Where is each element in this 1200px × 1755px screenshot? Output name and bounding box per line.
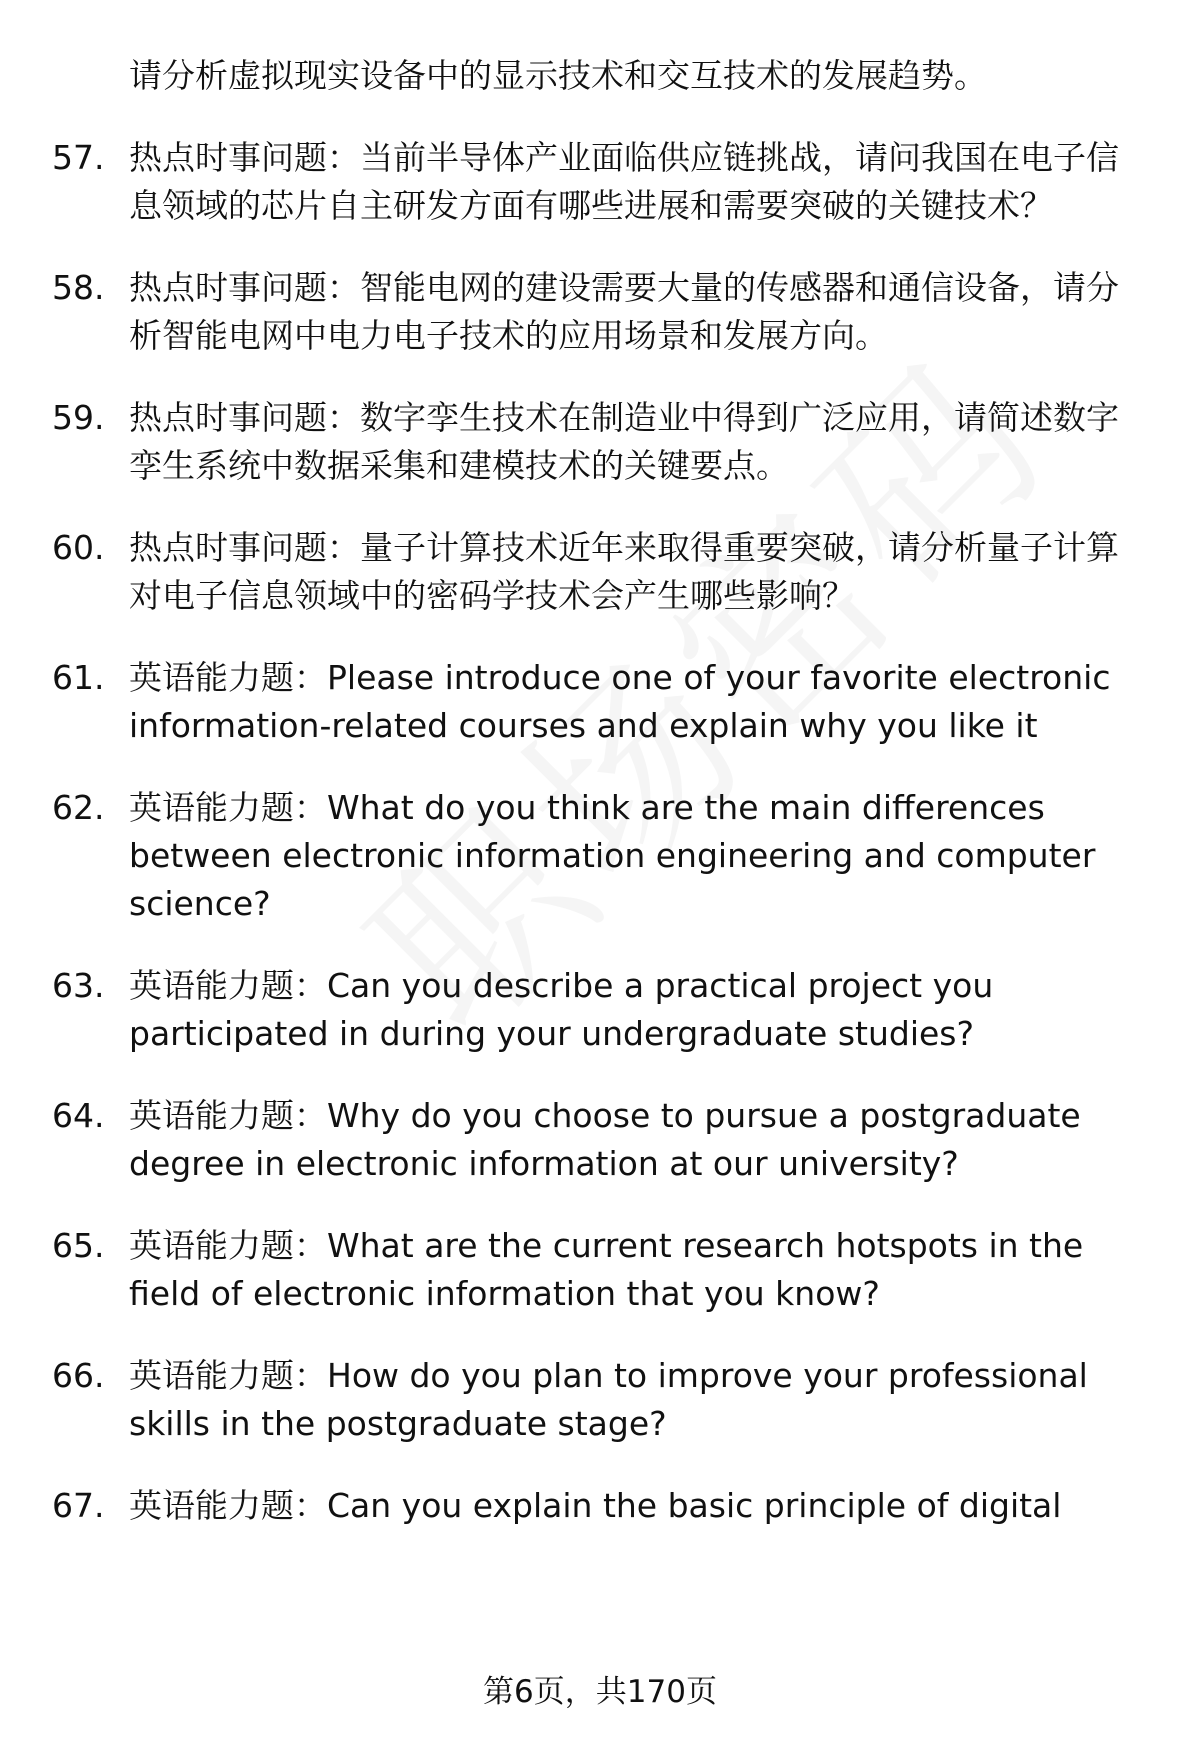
question-item-59 [0,394,1149,490]
question-text: 英语能力题：How do you plan to improve your professional skills in the postgraduate stage? [129,1356,1088,1443]
question-text: 英语能力题：Please introduce one of your favorite electronic information-related courses and explain why you like it [129,658,1111,745]
question-continuation [0,52,1149,100]
page-footer: 第6页，共170页 [483,1674,717,1710]
question-item-67 [0,1482,1149,1530]
question-text: 英语能力题：Why do you choose to pursue a postgraduate degree in electronic information at our university? [129,1096,1081,1183]
question-number: 63. [52,966,105,1005]
question-text: 英语能力题：Can you explain the basic principle of digital [129,1486,1062,1525]
question-number: 59. [52,398,105,437]
question-item-65 [0,1222,1149,1318]
question-item-60 [0,524,1149,620]
question-continuation-text: 请分析虚拟现实设备中的显示技术和交互技术的发展趋势。 [129,56,987,95]
question-item-66 [0,1352,1149,1448]
question-number: 57. [52,138,105,177]
question-text: 热点时事问题：量子计算技术近年来取得重要突破，请分析量子计算对电子信息领域中的密码学技术会产生哪些影响？ [129,528,1119,615]
question-list [0,52,1200,1564]
question-text: 热点时事问题：智能电网的建设需要大量的传感器和通信设备，请分析智能电网中电力电子技术的应用场景和发展方向。 [129,268,1119,355]
question-item-62 [0,784,1149,928]
question-number: 58. [52,268,105,307]
question-number: 61. [52,658,105,697]
question-number: 66. [52,1356,105,1395]
question-text: 热点时事问题：数字孪生技术在制造业中得到广泛应用，请简述数字孪生系统中数据采集和建模技术的关键要点。 [129,398,1119,485]
question-number: 64. [52,1096,105,1135]
question-text: 英语能力题：What do you think are the main differences between electronic information engineering and computer science? [129,788,1096,923]
question-number: 67. [52,1486,105,1525]
question-item-57 [0,134,1149,230]
question-item-58 [0,264,1149,360]
question-number: 60. [52,528,105,567]
question-text: 热点时事问题：当前半导体产业面临供应链挑战，请问我国在电子信息领域的芯片自主研发方面有哪些进展和需要突破的关键技术？ [129,138,1119,225]
question-item-61 [0,654,1149,750]
question-text: 英语能力题：What are the current research hotspots in the field of electronic information that you know? [129,1226,1084,1313]
question-text: 英语能力题：Can you describe a practical project you participated in during your undergraduate studies? [129,966,994,1053]
question-item-64 [0,1092,1149,1188]
question-number: 62. [52,788,105,827]
question-item-63 [0,962,1149,1058]
question-number: 65. [52,1226,105,1265]
